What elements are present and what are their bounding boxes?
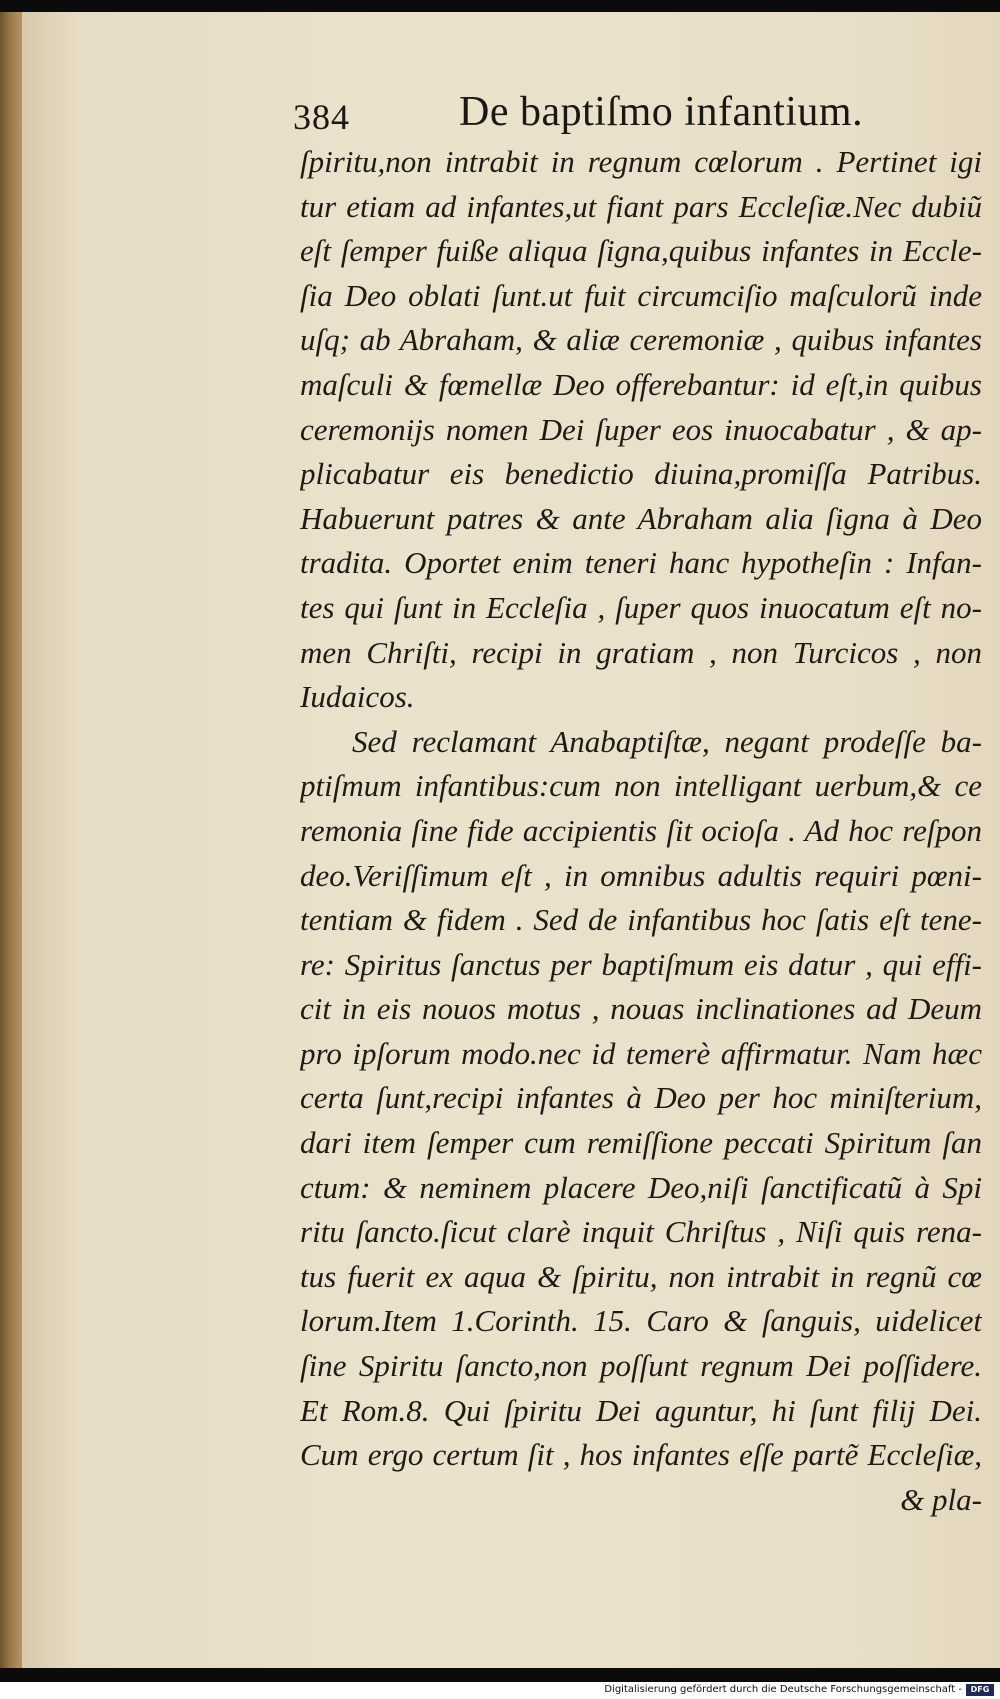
running-head <box>293 88 913 144</box>
text-line: tur etiam ad infantes,ut fiant pars Eccleſiæ.Nec dubiũ <box>300 188 982 224</box>
text-line: certa ſunt,recipi infantes à Deo per hoc miniſterium, <box>300 1080 982 1116</box>
text-line: deo.Veriſſimum eſt , in omnibus adultis requiri pœni- <box>300 857 982 893</box>
text-line: uſq; ab Abraham, & aliæ ceremoniæ , quibus infantes <box>300 322 982 358</box>
text-line: tradita. Oportet enim teneri hanc hypotheſin : Infan- <box>300 545 982 581</box>
text-line: tus fuerit ex aqua & ſpiritu, non intrabit in regnũ cœ <box>300 1258 982 1294</box>
text-line: tes qui ſunt in Eccleſia , ſuper quos inuocatum eſt no- <box>300 589 982 625</box>
text-line: plicabatur eis benedictio diuina,promiſſa Patribus. <box>300 456 982 492</box>
scan-top-border <box>0 0 1000 12</box>
text-line: maſculi & fœmellæ Deo offerebantur: id eſt,in quibus <box>300 366 982 402</box>
text-line: cit in eis nouos motus , nouas inclinationes ad Deum <box>300 991 982 1027</box>
book-spine <box>0 12 22 1668</box>
text-line: ſpiritu,non intrabit in regnum cœlorum . Pertinet igi <box>300 144 982 179</box>
text-line: Et Rom.8. Qui ſpiritu Dei aguntur, hi ſunt filij Dei. <box>300 1392 982 1428</box>
paragraph-start-line: Sed reclamant Anabaptiſtæ, negant prodeſſe ba- <box>352 723 982 759</box>
text-line: pro ipſorum modo.nec id temerè affirmatur. Nam hæc <box>300 1035 982 1071</box>
text-line: re: Spiritus ſanctus per baptiſmum eis datur , qui effi- <box>300 946 982 982</box>
page-heading: De baptiſmo infantium. <box>459 89 864 135</box>
text-line: lorum.Item 1.Corinth. 15. Caro & ſanguis, uidelicet <box>300 1303 982 1339</box>
text-line: ctum: & neminem placere Deo,niſi ſanctificatũ à Spi <box>300 1169 982 1205</box>
text-line: ſine Spiritu ſancto,non poſſunt regnum Dei poſſidere. <box>300 1348 982 1384</box>
text-line: Cum ergo certum ſit , hos infantes eſſe partẽ Eccleſiæ, <box>300 1437 982 1473</box>
scan-bottom-border <box>0 1668 1000 1682</box>
text-line: Iudaicos. <box>300 679 415 715</box>
text-line: Habuerunt patres & ante Abraham alia ſigna à Deo <box>300 500 982 536</box>
text-line: ceremonijs nomen Dei ſuper eos inuocabatur , & ap- <box>300 411 982 447</box>
text-line: tentiam & fidem . Sed de infantibus hoc ſatis eſt tene- <box>300 902 982 938</box>
funding-credit: Digitalisierung gefördert durch die Deutsche Forschungsgemeinschaft - <box>604 1684 962 1695</box>
text-line: eſt ſemper fuiße aliqua ſigna,quibus infantes in Eccle- <box>300 233 982 269</box>
text-line: ſia Deo oblati ſunt.ut fuit circumciſio maſculorũ inde <box>300 277 982 313</box>
text-line: ritu ſancto.ſicut clarè inquit Chriſtus , Niſi quis rena- <box>300 1214 982 1250</box>
page-number: 384 <box>293 97 350 137</box>
text-line: dari item ſemper cum remiſſione peccati Spiritum ſan <box>300 1125 982 1161</box>
catchword: & pla- <box>900 1481 982 1517</box>
text-line: remonia ſine fide accipientis ſit ocioſa . Ad hoc reſpon <box>300 812 982 848</box>
text-line: ptiſmum infantibus:cum non intelligant uerbum,& ce <box>300 768 982 804</box>
text-line: men Chriſti, recipi in gratiam , non Turcicos , non <box>300 634 982 670</box>
body-text <box>300 140 982 1522</box>
dfg-logo: DFG <box>966 1684 994 1696</box>
